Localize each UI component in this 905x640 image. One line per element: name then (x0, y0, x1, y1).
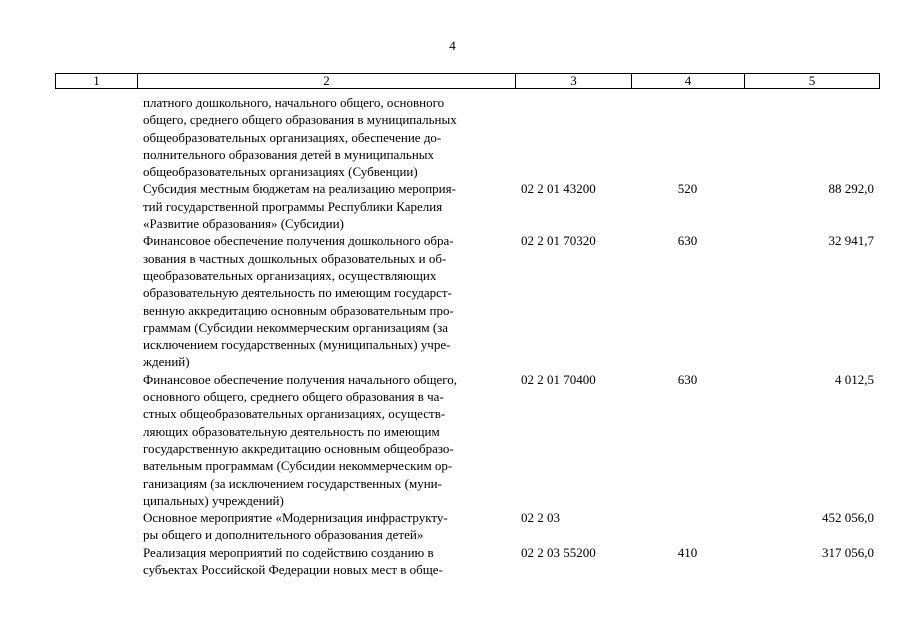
cell-code: 02 2 01 70320 (521, 233, 596, 249)
description-line: основного общего, среднего общего образования в ча- (143, 389, 444, 405)
cell-col-1 (55, 509, 137, 544)
cell-code (515, 94, 631, 180)
description-line: платного дошкольного, начального общего, основного (143, 95, 445, 110)
description-line: Основное мероприятие «Модернизация инфраструкту- (143, 510, 448, 526)
description-line: вательным программам (Субсидии некоммерческим ор- (143, 458, 453, 474)
description-line: полнительного образования детей в муниципальных (143, 146, 435, 162)
description-line: ры общего и дополнительного образования детей» (143, 527, 424, 543)
table-body (55, 94, 880, 578)
description-line: общего, среднего общего образования в муниципальных (143, 112, 457, 128)
cell-col-1 (55, 371, 137, 509)
description-line: «Развитие образования» (Субсидии) (143, 216, 344, 232)
header-col-1: 1 (56, 74, 138, 88)
description-line: образовательную деятельность по имеющим государст- (143, 285, 452, 301)
description-line: субъектах Российской Федерации новых мест в обще- (143, 562, 443, 578)
table-row (55, 544, 880, 579)
description-line: общеобразовательных организациях (Субвенции) (143, 164, 418, 180)
cell-col-1 (55, 544, 137, 579)
description-line: Финансовое обеспечение получения начального общего, (143, 371, 457, 387)
table-row (55, 509, 880, 544)
cell-description (137, 232, 515, 370)
cell-amount: 32 941,7 (828, 233, 874, 249)
description-line: ципальных) учреждений) (143, 492, 284, 508)
header-col-4: 4 (632, 74, 745, 88)
table-row (55, 371, 880, 509)
header-col-2: 2 (138, 74, 516, 88)
table-row (55, 180, 880, 232)
description-line: ганизациям (за исключением государственных (муни- (143, 475, 442, 491)
header-col-5: 5 (808, 73, 816, 88)
cell-code: 02 2 03 (521, 510, 560, 526)
cell-description (137, 371, 515, 509)
description-line: щеобразовательных организациях, осуществляющих (143, 267, 437, 283)
cell-expense-type: 630 (677, 233, 698, 249)
table-row (55, 232, 880, 370)
description-line: общеобразовательных организациях, обеспечение до- (143, 129, 442, 145)
cell-description (137, 180, 515, 232)
cell-code: 02 2 03 55200 (521, 544, 596, 560)
description-line: венную аккредитацию основным образовательным про- (143, 302, 454, 318)
description-line: Реализация мероприятий по содействию созданию в (143, 544, 434, 560)
cell-amount: 4 012,5 (835, 371, 874, 387)
page-number: 4 (449, 38, 456, 53)
cell-expense-type: 630 (677, 371, 698, 387)
cell-description (137, 94, 515, 180)
cell-code: 02 2 01 70400 (521, 371, 596, 387)
cell-expense-type (631, 509, 744, 544)
description-line: Субсидия местным бюджетам на реализацию мероприя- (143, 181, 456, 197)
cell-col-1 (55, 94, 137, 180)
description-line: стных общеобразовательных организациях, осуществ- (143, 406, 446, 422)
description-line: государственную аккредитацию основным общеобразо- (143, 440, 454, 456)
description-line: граммам (Субсидии некоммерческим организациям (за (143, 319, 449, 335)
cell-amount (744, 94, 878, 180)
cell-amount: 452 056,0 (822, 510, 874, 526)
cell-col-1 (55, 180, 137, 232)
cell-expense-type: 520 (677, 181, 698, 197)
cell-col-1 (55, 232, 137, 370)
description-line: зования в частных дошкольных образовательных и об- (143, 250, 447, 266)
description-line: Финансовое обеспечение получения дошкольного обра- (143, 233, 454, 249)
cell-expense-type: 410 (677, 544, 698, 560)
table-row (55, 94, 880, 180)
cell-expense-type (631, 94, 744, 180)
description-line: исключением государственных (муниципальных) учре- (143, 337, 451, 353)
cell-amount: 88 292,0 (828, 181, 874, 197)
cell-description (137, 509, 515, 544)
cell-amount: 317 056,0 (822, 544, 874, 560)
description-line: ляющих образовательную деятельность по имеющим (143, 423, 440, 439)
cell-description (137, 544, 515, 579)
cell-code: 02 2 01 43200 (521, 181, 596, 197)
description-line: ждений) (143, 354, 190, 370)
description-line: тий государственной программы Республики Карелия (143, 198, 443, 214)
table-header-row (55, 73, 880, 89)
header-col-3: 3 (516, 74, 632, 88)
